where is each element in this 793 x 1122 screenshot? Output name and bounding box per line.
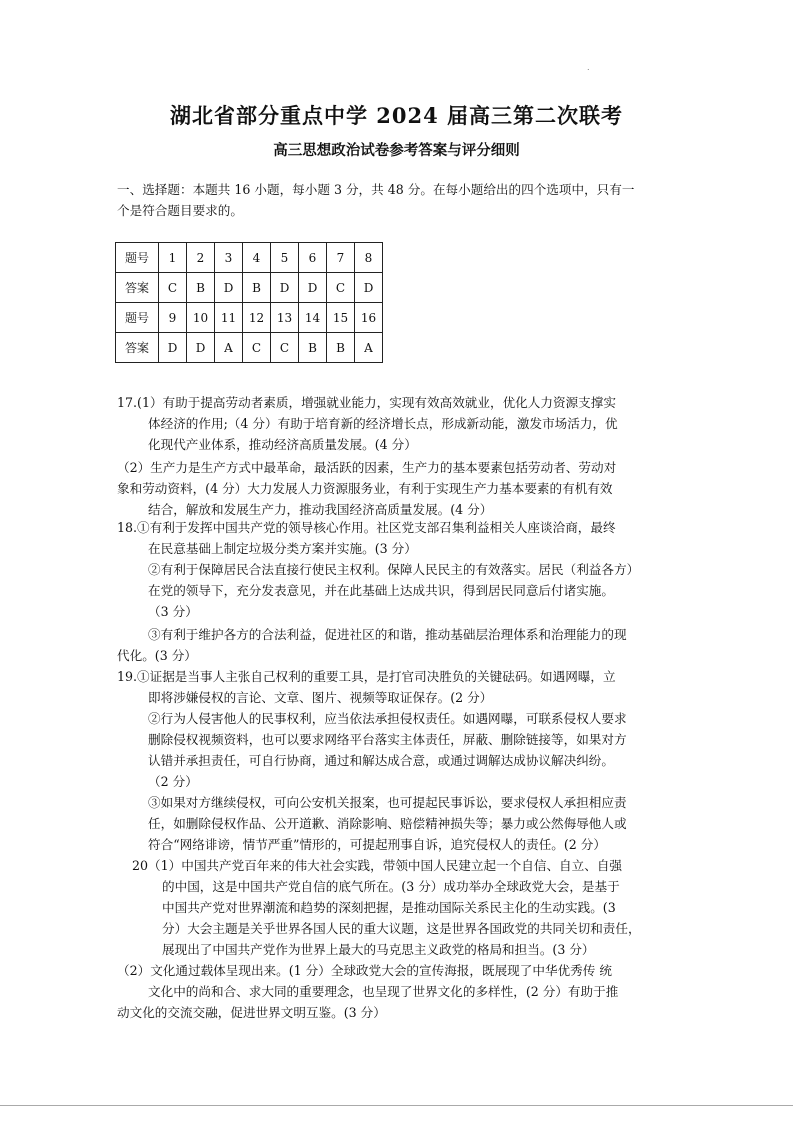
table-cell: B: [243, 273, 271, 303]
table-cell: D: [355, 273, 383, 303]
table-cell: 1: [159, 243, 187, 273]
page-subtitle: 高三思想政治试卷参考答案与评分细则: [273, 142, 520, 159]
page-title: 湖北省部分重点中学 2024 届高三第二次联考: [169, 103, 624, 128]
text-line: 个是符合题目要求的。: [117, 203, 243, 218]
q19-line: 符合“网络诽谤，情节严重”情形的，可提起刑事自诉，追究侵权人的责任。(2 分）: [148, 837, 606, 852]
table-cell: C: [159, 273, 187, 303]
table-row: [116, 303, 383, 333]
table-row: [116, 243, 383, 273]
table-cell: 16: [355, 303, 383, 333]
q19-line: 删除侵权视频资料，也可以要求网络平台落实主体责任，屏蔽、删除链接等，如果对方: [148, 732, 627, 747]
q20-line: 动文化的交流交融，促进世界文明互鉴。(3 分）: [117, 1005, 386, 1020]
page-bottom-divider: [0, 1105, 793, 1106]
table-cell: B: [187, 273, 215, 303]
text-line: 一、选择题：本题共 16 小题，每小题 3 分，共 48 分。在每小题给出的四个选项中，只有一: [117, 182, 635, 197]
q19-line: ③如果对方继续侵权，可向公安机关报案，也可提起民事诉讼，要求侵权人承担相应责: [148, 795, 627, 810]
row-header: 题号: [116, 303, 159, 333]
q18-line: 代化。(3 分）: [117, 648, 197, 663]
table-cell: D: [159, 333, 187, 363]
q17-line: 化现代产业体系，推动经济高质量发展。(4 分）: [148, 437, 417, 452]
table-cell: C: [327, 273, 355, 303]
table-cell: D: [271, 273, 299, 303]
q17-line: （2）生产力是生产方式中最革命，最活跃的因素，生产力的基本要素包括劳动者、劳动对: [117, 460, 617, 475]
table-cell: C: [243, 333, 271, 363]
table-cell: D: [187, 333, 215, 363]
table-cell: 10: [187, 303, 215, 333]
corner-mark: .: [587, 63, 590, 72]
q19-line: 即将涉嫌侵权的言论、文章、图片、视频等取证保存。(2 分）: [148, 690, 493, 705]
q19-line: ②行为人侵害他人的民事权利，应当依法承担侵权责任。如遇网曝，可联系侵权人要求: [148, 711, 627, 726]
q17-line: 结合，解放和发展生产力，推动我国经济高质量发展。(4 分）: [148, 502, 493, 517]
q18-line: 18.①有利于发挥中国共产党的领导核心作用。社区党支部召集利益相关人座谈洽商，最终: [117, 520, 616, 535]
table-cell: C: [271, 333, 299, 363]
q17-line: 17.(1）有助于提高劳动者素质，增强就业能力，实现有效高效就业，优化人力资源支撑实: [117, 395, 616, 410]
table-cell: 15: [327, 303, 355, 333]
table-cell: 4: [243, 243, 271, 273]
table-cell: 5: [271, 243, 299, 273]
q20-line: 20（1）中国共产党百年来的伟大社会实践，带领中国人民建立起一个自信、自立、自强: [132, 858, 623, 873]
table-cell: D: [215, 273, 243, 303]
table-cell: B: [327, 333, 355, 363]
q19-line: 任，如删除侵权作品、公开道歉、消除影响、赔偿精神损失等；暴力或公然侮辱他人或: [148, 816, 627, 831]
q20-line: 中国共产党对世界潮流和趋势的深刻把握，是推动国际关系民主化的生动实践。(3: [162, 900, 616, 915]
table-cell: 12: [243, 303, 271, 333]
q19-line: （2 分）: [148, 774, 198, 789]
row-header: 答案: [116, 333, 159, 363]
table-cell: D: [299, 273, 327, 303]
q19-line: 19.①证据是当事人主张自己权利的重要工具，是打官司决胜负的关键砝码。如遇网曝，立: [117, 669, 616, 684]
q20-line: 的中国，这是中国共产党自信的底气所在。(3 分）成功举办全球政党大会，是基于: [162, 879, 620, 894]
table-cell: A: [355, 333, 383, 363]
row-header: 答案: [116, 273, 159, 303]
q20-line: （2）文化通过载体呈现出来。(1 分）全球政党大会的宣传海报，既展现了中华优秀传 统: [117, 963, 612, 978]
table-cell: 8: [355, 243, 383, 273]
row-header: 题号: [116, 243, 159, 273]
table-cell: 9: [159, 303, 187, 333]
table-cell: 13: [271, 303, 299, 333]
q17-line: 体经济的作用;（4 分）有助于培育新的经济增长点，形成新动能，激发市场活力，优: [148, 416, 618, 431]
table-cell: 3: [215, 243, 243, 273]
table-cell: 14: [299, 303, 327, 333]
table-row: [116, 333, 383, 363]
table-cell: 2: [187, 243, 215, 273]
q18-line: 在党的领导下，充分发表意见，并在此基础上达成共识，得到居民同意后付诸实施。: [148, 583, 614, 598]
q19-line: 认错并承担责任，可自行协商，通过和解达成合意，或通过调解达成协议解决纠纷。: [148, 753, 614, 768]
q20-line: 展现出了中国共产党作为世界上最大的马克思主义政党的格局和担当。(3 分）: [162, 942, 595, 957]
table-cell: B: [299, 333, 327, 363]
q18-line: ②有利于保障居民合法直接行使民主权利。保障人民民主的有效落实。居民（利益各方）: [148, 562, 640, 577]
answer-table: [115, 242, 383, 363]
table-cell: 11: [215, 303, 243, 333]
q18-line: ③有利于维护各方的合法利益，促进社区的和谐，推动基础层治理体系和治理能力的现: [148, 627, 627, 642]
q17-line: 象和劳动资料，(4 分）大力发展人力资源服务业，有利于实现生产力基本要素的有机有效: [117, 481, 613, 496]
q20-line: 分）大会主题是关乎世界各国人民的重大议题，这是世界各国政党的共同关切和责任，: [162, 921, 641, 936]
table-row: [116, 273, 383, 303]
q18-line: 在民意基础上制定垃圾分类方案并实施。(3 分）: [148, 541, 417, 556]
table-cell: 6: [299, 243, 327, 273]
q20-line: 文化中的尚和合、求大同的重要理念，也呈现了世界文化的多样性，(2 分）有助于推: [148, 984, 619, 999]
table-cell: A: [215, 333, 243, 363]
table-cell: 7: [327, 243, 355, 273]
section1-instructions: [117, 179, 634, 221]
q18-line: （3 分）: [148, 604, 198, 619]
